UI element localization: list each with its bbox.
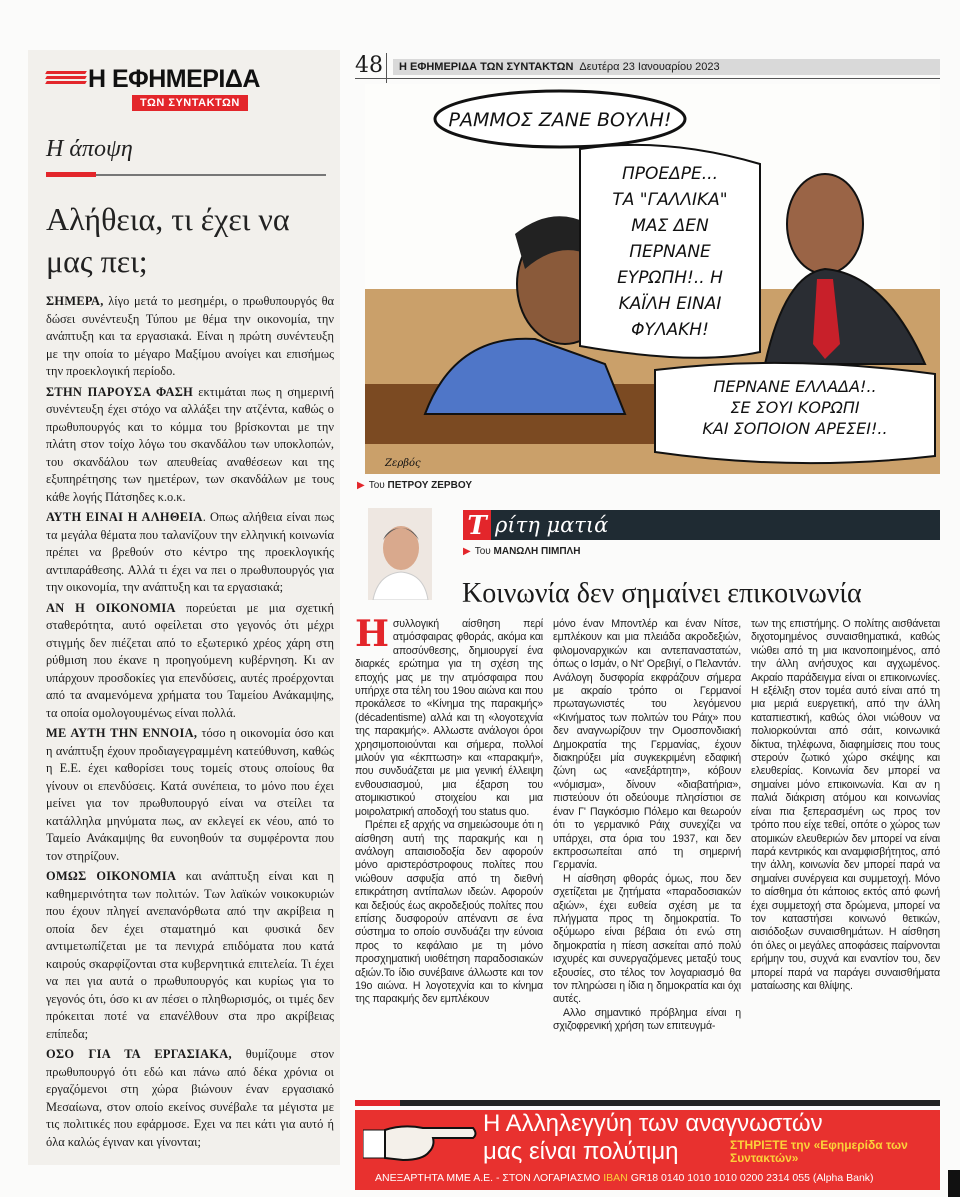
ad-headline-2: μας είναι πολύτιμη	[483, 1138, 679, 1165]
editorial-column	[28, 50, 340, 1165]
paragraph-lead: ΟΜΩΣ ΟΙΚΟΝΟΜΙΑ	[46, 869, 177, 883]
editorial-paragraph	[46, 293, 334, 381]
logo-line1: Η ΕΦΗΜΕΡΙΔΑ	[88, 65, 260, 93]
editorial-body	[46, 293, 334, 1154]
article-column-3	[751, 618, 940, 993]
bubble-line: ΚΑΙ ΣΟΠΟΙΟΝ ΑΡΕΣΕΙ!..	[702, 419, 888, 438]
iban-number: GR18 0140 1010 1010 0200 2314 055	[630, 1172, 810, 1184]
drop-cap: Η	[355, 613, 389, 655]
bubble-line: ΕΥΡΩΠΗ!.. Η	[617, 268, 723, 288]
logo-line2: ΤΩΝ ΣΥΝΤΑΚΤΩΝ	[132, 95, 248, 111]
solidarity-ad-banner	[355, 1110, 940, 1190]
ad-support-text: ΣΤΗΡΙΞΤΕ την «Εφημερίδα των Συντακτών»	[730, 1138, 908, 1165]
column-author	[463, 546, 580, 558]
editorial-paragraph	[46, 1046, 334, 1151]
ad-iban-line	[375, 1172, 874, 1185]
triangle-bullet-icon: ▶	[463, 546, 471, 557]
editorial-paragraph	[46, 384, 334, 507]
paragraph-text: . Οπως αλήθεια είναι πως τα μεγάλα θέματα που ταλανίζουν την ελληνική κοινωνία πρέπει να βρεθούν στο κέντρο της προεκλογικής αντιπαράθεσης. Αλλά τι έχει να πει ο πρωθυπουργός για την οικονομία, την ανάπτυξη και τα εργασιακά;	[46, 510, 335, 594]
section-label: Η άποψη	[46, 136, 133, 162]
page-edge-mark	[948, 1170, 960, 1197]
section-divider-line	[96, 174, 326, 176]
paragraph-text: πορεύεται με μια σχετική σταθερότητα, αυτό οφείλεται στο γεγονός ότι μέχρι στιγμής δεν πιέζεται από το εξωτερικό χρέος χάρη στη ρύθμιση που έκανε η προηγούμενη κυβέρνηση. Κι αν υπάρχουν προσδοκίες για επενδύσεις, αυτές προέρχονται από τα αναμενόμενα χρήματα του Ταμείου Ανάκαμψης, τα οποία ομολογουμένως είναι πολλά.	[46, 600, 335, 720]
paragraph-text: λίγο μετά το μεσημέρι, ο πρωθυπουργός θα δώσει συνέντευξη Τύπου με θέμα την οικονομία, την ανάπτυξη και τα εργασιακά. Είναι η πρώτη συνέντευξη με την οποία το μέγαρο Μαξίμου ανοίγει και επισήμως την προεκλογική περίοδο.	[46, 294, 334, 378]
paragraph-lead: ΣΗΜΕΡΑ,	[46, 294, 104, 308]
editorial-paragraph	[46, 725, 334, 865]
editorial-paragraph	[46, 509, 334, 597]
paragraph-lead: ΟΣΟ ΓΙΑ ΤΑ ΕΡΓΑΣΙΑΚΑ,	[46, 1047, 232, 1061]
article-paragraph: μόνο έναν Μποντλέρ και έναν Νίτσε, εμπλέκουν και μια πλειάδα ακροδεξιών, φιλομοναρχικών και αντεπαναστατών, όπως ο Ισμάν, ο Ντ' Ορεβιγί, ο Πελαντάν. Ανάλογη δυσφορία εκφράζουν σήμερα με ακραίο τρόπο οι Γερμανοί πρωταγωνιστές του λεγόμενου «Κινήματος των πολιτών του Ράιχ» που δεν αναγνωρίζουν την Ομοσπονδιακή Δημοκρατία της Γερμανίας, έχουν διακηρύξει μία συγκεκριμένη εδαφική ζώνη ως «ανεξάρτητη», κόβουν «νόμισμα», δίνουν «διαβατήρια», πιστεύουν ότι οδεύουμε πλησίστιοι σε έναν Γ' Παγκόσμιο Πόλεμο και θεωρούν ότι το γερμανικό Ράιχ συνεχίζει να υπάρχει, στα όρια του 1937, και δεν εκπροσωπείται από τη σημερινή Γερμανία.	[553, 618, 741, 872]
paragraph-lead: ΑΝ Η ΟΙΚΟΝΟΜΙΑ	[46, 600, 176, 615]
paragraph-text: εκτιμάται πως η σημερινή συνέντευξη έχει στόχο να αλλάξει την ατζέντα, καθώς ο πρωθυπουργός και το κόμμα του βρίσκονται με την πλάτη στον τοίχο λόγω του σκανδάλου των υποκλοπών, του σκανδάλου των απευθείας αναθέσεων και της εξυπηρέτησης των ημετέρων, των σκανδάλων με τους κάθε λογής Πάτσηδες κ.ο.κ.	[46, 384, 334, 504]
column-title-bar	[463, 510, 940, 540]
bubble-line: ΚΑΪΛΗ ΕΙΝΑΙ	[618, 294, 722, 314]
article-paragraph	[355, 613, 543, 819]
bubble-line: ΦΥΛΑΚΗ!	[631, 320, 709, 340]
paragraph-lead: ΣΤΗΝ ΠΑΡΟΥΣΑ ΦΑΣΗ	[46, 384, 194, 399]
ad-headline-1: Η Αλληλεγγύη των αναγνωστών	[483, 1110, 823, 1137]
political-cartoon	[365, 84, 940, 474]
article-column-1	[355, 613, 543, 1007]
triangle-bullet-icon: ▶	[357, 480, 365, 491]
section-rule	[355, 1100, 940, 1106]
paragraph-lead: ΑΥΤΗ ΕΙΝΑΙ Η ΑΛΗΘΕΙΑ	[46, 510, 203, 524]
bubble-line: ΠΕΡΝΑΝΕ	[629, 242, 711, 262]
article-paragraph: Η αίσθηση φθοράς όμως, που δεν σχετίζεται με ζητήματα «παραδοσιακών αξιών», έχει ευθεία σχέση με τα πλήγματα προς τη δημοκρατία. Το οξύμωρο είναι βέβαια ότι ενώ στη δημοκρατία η πίεση ασκείται από πολύ ισχυρές και συνεργαζόμενες μεταξύ τους εξουσίες, στο τέλος τον λογαριασμό θα τον πληρώσει η ίδια η δημοκρατία και όχι αυτές.	[553, 872, 741, 1006]
paragraph-text: θυμίζουμε στον πρωθυπουργό ότι εδώ και πάνω από δέκα χρόνια οι εργαζόμενοι στη χώρα βιώνουν έναν εργασιακό Μεσαίωνα, στον οποίο εκείνος συνέβαλε τα μέγιστα με τις πολιτικές που εφάρμοσε. Εχει να πει κάτι για αυτό ή όλα καλώς έγιναν και γίνονται;	[46, 1047, 334, 1149]
account-prefix: ΑΝΕΞΑΡΤΗΤΑ ΜΜΕ Α.Ε. - ΣΤΟΝ ΛΟΓΑΡΙΑΣΜΟ	[375, 1172, 601, 1184]
bubble-line: ΠΕΡΝΑΝΕ ΕΛΛΑΔΑ!..	[713, 377, 877, 396]
iban-label: IBAN	[603, 1172, 628, 1184]
page-number: 48	[355, 53, 387, 83]
cartoon-signature: Ζερβός	[385, 458, 421, 469]
header-paper-name: Η ΕΦΗΜΕΡΙΔΑ ΤΩΝ ΣΥΝΤΑΚΤΩΝ	[399, 61, 574, 73]
column-title-initial: Τ	[463, 510, 491, 540]
cartoon-credit	[357, 480, 472, 492]
header-date: Δευτέρα 23 Ιανουαρίου 2023	[579, 61, 720, 73]
author-name: ΜΑΝΩΛΗ ΠΙΜΠΛΗ	[493, 546, 581, 557]
bubble-line: ΠΡΟΕΔΡΕ...	[622, 164, 718, 184]
section-divider	[46, 172, 96, 177]
paragraph-text: τόσο η οικονομία όσο και η ανάπτυξη έχουν προδιαγεγραμμένη κατεύθυνση, καθώς η Ε.Ε. έχει καθορίσει τους τομείς στους οποίους θα γίνουν οι επενδύσεις. Κατά συνέπεια, το μόνο που έχει μείνει για τον πρωθυπουργό είναι να στείλει τα κατάλληλα μηνύματα πως, αν εκλεγεί εκ νέου, από το Ταμείο Ανάκαμψης θα ευνοηθούν τα συμφέροντα που τον στηρίζουν.	[46, 726, 334, 863]
article-paragraph: των της επιστήμης. Ο πολίτης αισθάνεται διχοτομημένος συναισθηματικά, καθώς νιώθει από τη μια ικανοποιημένος, από την άλλη ανήσυχος και αγχωμένος. Ακραίο παράδειγμα είναι οι επικοινωνίες. Η εξέλιξη στον τομέα αυτό είναι από τη μια μεριά ευεργετική, από την άλλη καταπιεστική, καθώς όλοι νιώθουν να πολιορκούνται από σάιτ, κοινωνικά δίκτυα, τηλέφωνα, διαφημίσεις που τους στερούν ζωτικό χώρο σκέψης και ελευθερίας. Κοινωνία δεν μπορεί να σημαίνει μόνο επικοινωνία. Και αν η παλιά διάκριση ατόμου και κοινωνίας είναι πια ξεπερασμένη ως προς τον τρόπο που είχε τεθεί, οπότε ο χώρος των ατομικών ελευθεριών δεν μπορεί να είναι παρά κεντρικός και αναμφισβήτητος, από την άλλη, κοινωνία δεν μπορεί παρά να σημαίνει συνέργεια και συμμετοχή. Μόνο το αίσθημα ότι κάποιος εκτός από φωνή έχει συμμετοχή στα δρώμενα, μπορεί να τον καταστήσει κοινωνό θετικών, αισιόδοξων συναισθημάτων. Η αίσθηση ότι όλες οι μεγάλες αποφάσεις παίρνονται ερήμην του, συχνά και εναντίον του, δεν μπορεί παρά να παράγει συναισθήματα ματαίωσης και θλίψης.	[751, 618, 940, 992]
paragraph-text: συλλογική αίσθηση περί ατμόσφαιρας φθοράς, ακόμα και αποσύνθεσης, δημιουργεί ένα διαρκές ερώτημα για τη σχέση της εποχής μας με την ατμόσφαιρα που υπήρχε στα τέλη του 19ου αιώνα και που προκάλεσε το «Κίνημα της παρακμής» (décadentisme) αλλά και τη «λογοτεχνία της παρακμής». Αλλωστε ανάλογοι όροι χρησιμοποιούνται και σήμερα, πολλοί μιλούν για «έκπτωση» και «παρακμή», που συνδυάζεται με μια γενική έλλειψη ενθουσιασμού, μια έξαρση του ατομικιστικού στοιχείου και μια μοιρολατρική αποδοχή του status quo.	[355, 618, 543, 818]
bubble-line: ΤΑ "ΓΑΛΛΙΚΑ"	[612, 190, 728, 210]
bubble2-text	[612, 164, 727, 340]
logo-stripes-icon	[46, 71, 86, 91]
article-headline: Κοινωνία δεν σημαίνει επικοινωνία	[462, 578, 862, 609]
bubble-line: ΜΑΣ ΔΕΝ	[631, 216, 709, 236]
newspaper-logo	[46, 65, 316, 110]
editorial-paragraph	[46, 868, 334, 1043]
bubble-line: ΣΕ ΣΟΥΙ ΚΟΡΩΠΙ	[730, 398, 860, 417]
paragraph-text: και ανάπτυξη είναι και η καθημερινότητα των πολιτών. Των λαϊκών νοικοκυριών που έχουν πληγεί ανεπανόρθωτα από την ακρίβεια η οποία δεν έχει σταματημό και φυσικά δεν αντιμετωπίζεται με τα πενιχρά επιδόματα που κατά καιρούς σκαρφίζονται στα κυβερνητικά επιτελεία. Τι έχει να πει για αυτά ο πρωθυπουργός και κυρίως για το γεγονός ότι, όσο κι αν πέσει ο πληθωρισμός, οι τιμές δεν πρόκειται ποτέ να επανέλθουν στα προ ακρίβειας επίπεδα;	[46, 869, 334, 1041]
column-title: ρίτη ματιά	[495, 513, 609, 537]
article-paragraph: Πρέπει εξ αρχής να σημειώσουμε ότι η αίσθηση αυτή της παρακμής και η ανάλογη απαισιοδοξία δεν αφορούν μόνο αριστερόστροφους πολίτες που νιώθουν ασφυξία από τη διεθνή επικράτηση αντίπαλων ιδεών. Αφορούν και δεξιούς έως ακροδεξιούς πολίτες που επίσης δυσφορούν απέναντι σε ένα σύστημα το οποίο συνδυάζει την εύνοια προς το κεφάλαιο με τη μόνο προσχηματική υιοθέτηση παραδοσιακών αξιών.Το ίδιο συνέβαινε άλλωστε και τον 19ο αιώνα. Η λογοτεχνία και το κίνημα της παρακμής δεν εμπλέκουν	[355, 819, 543, 1006]
paragraph-lead: ΜΕ ΑΥΤΗ ΤΗΝ ΕΝΝΟΙΑ,	[46, 726, 198, 740]
bubble1-text: ΡΑΜΜΟΣ ΖΑΝΕ ΒΟΥΛΗ!	[448, 109, 672, 131]
editorial-headline: Αλήθεια, τι έχει να μας πει;	[46, 201, 290, 279]
pointing-hand-icon	[363, 1116, 478, 1168]
author-prefix: Του	[474, 546, 491, 557]
author-photo	[368, 508, 432, 600]
credit-name: ΠΕΤΡΟΥ ΖΕΡΒΟΥ	[387, 480, 472, 491]
header-band	[393, 59, 940, 75]
article-column-2	[553, 618, 741, 1034]
credit-prefix: Του	[368, 480, 385, 491]
article-paragraph: Αλλο σημαντικό πρόβλημα είναι η σχιζοφρενική χρήση των επιτευγμά-	[553, 1006, 741, 1033]
page-header	[355, 55, 940, 79]
bank-name: (Alpha Bank)	[812, 1172, 874, 1184]
editorial-paragraph	[46, 600, 334, 723]
